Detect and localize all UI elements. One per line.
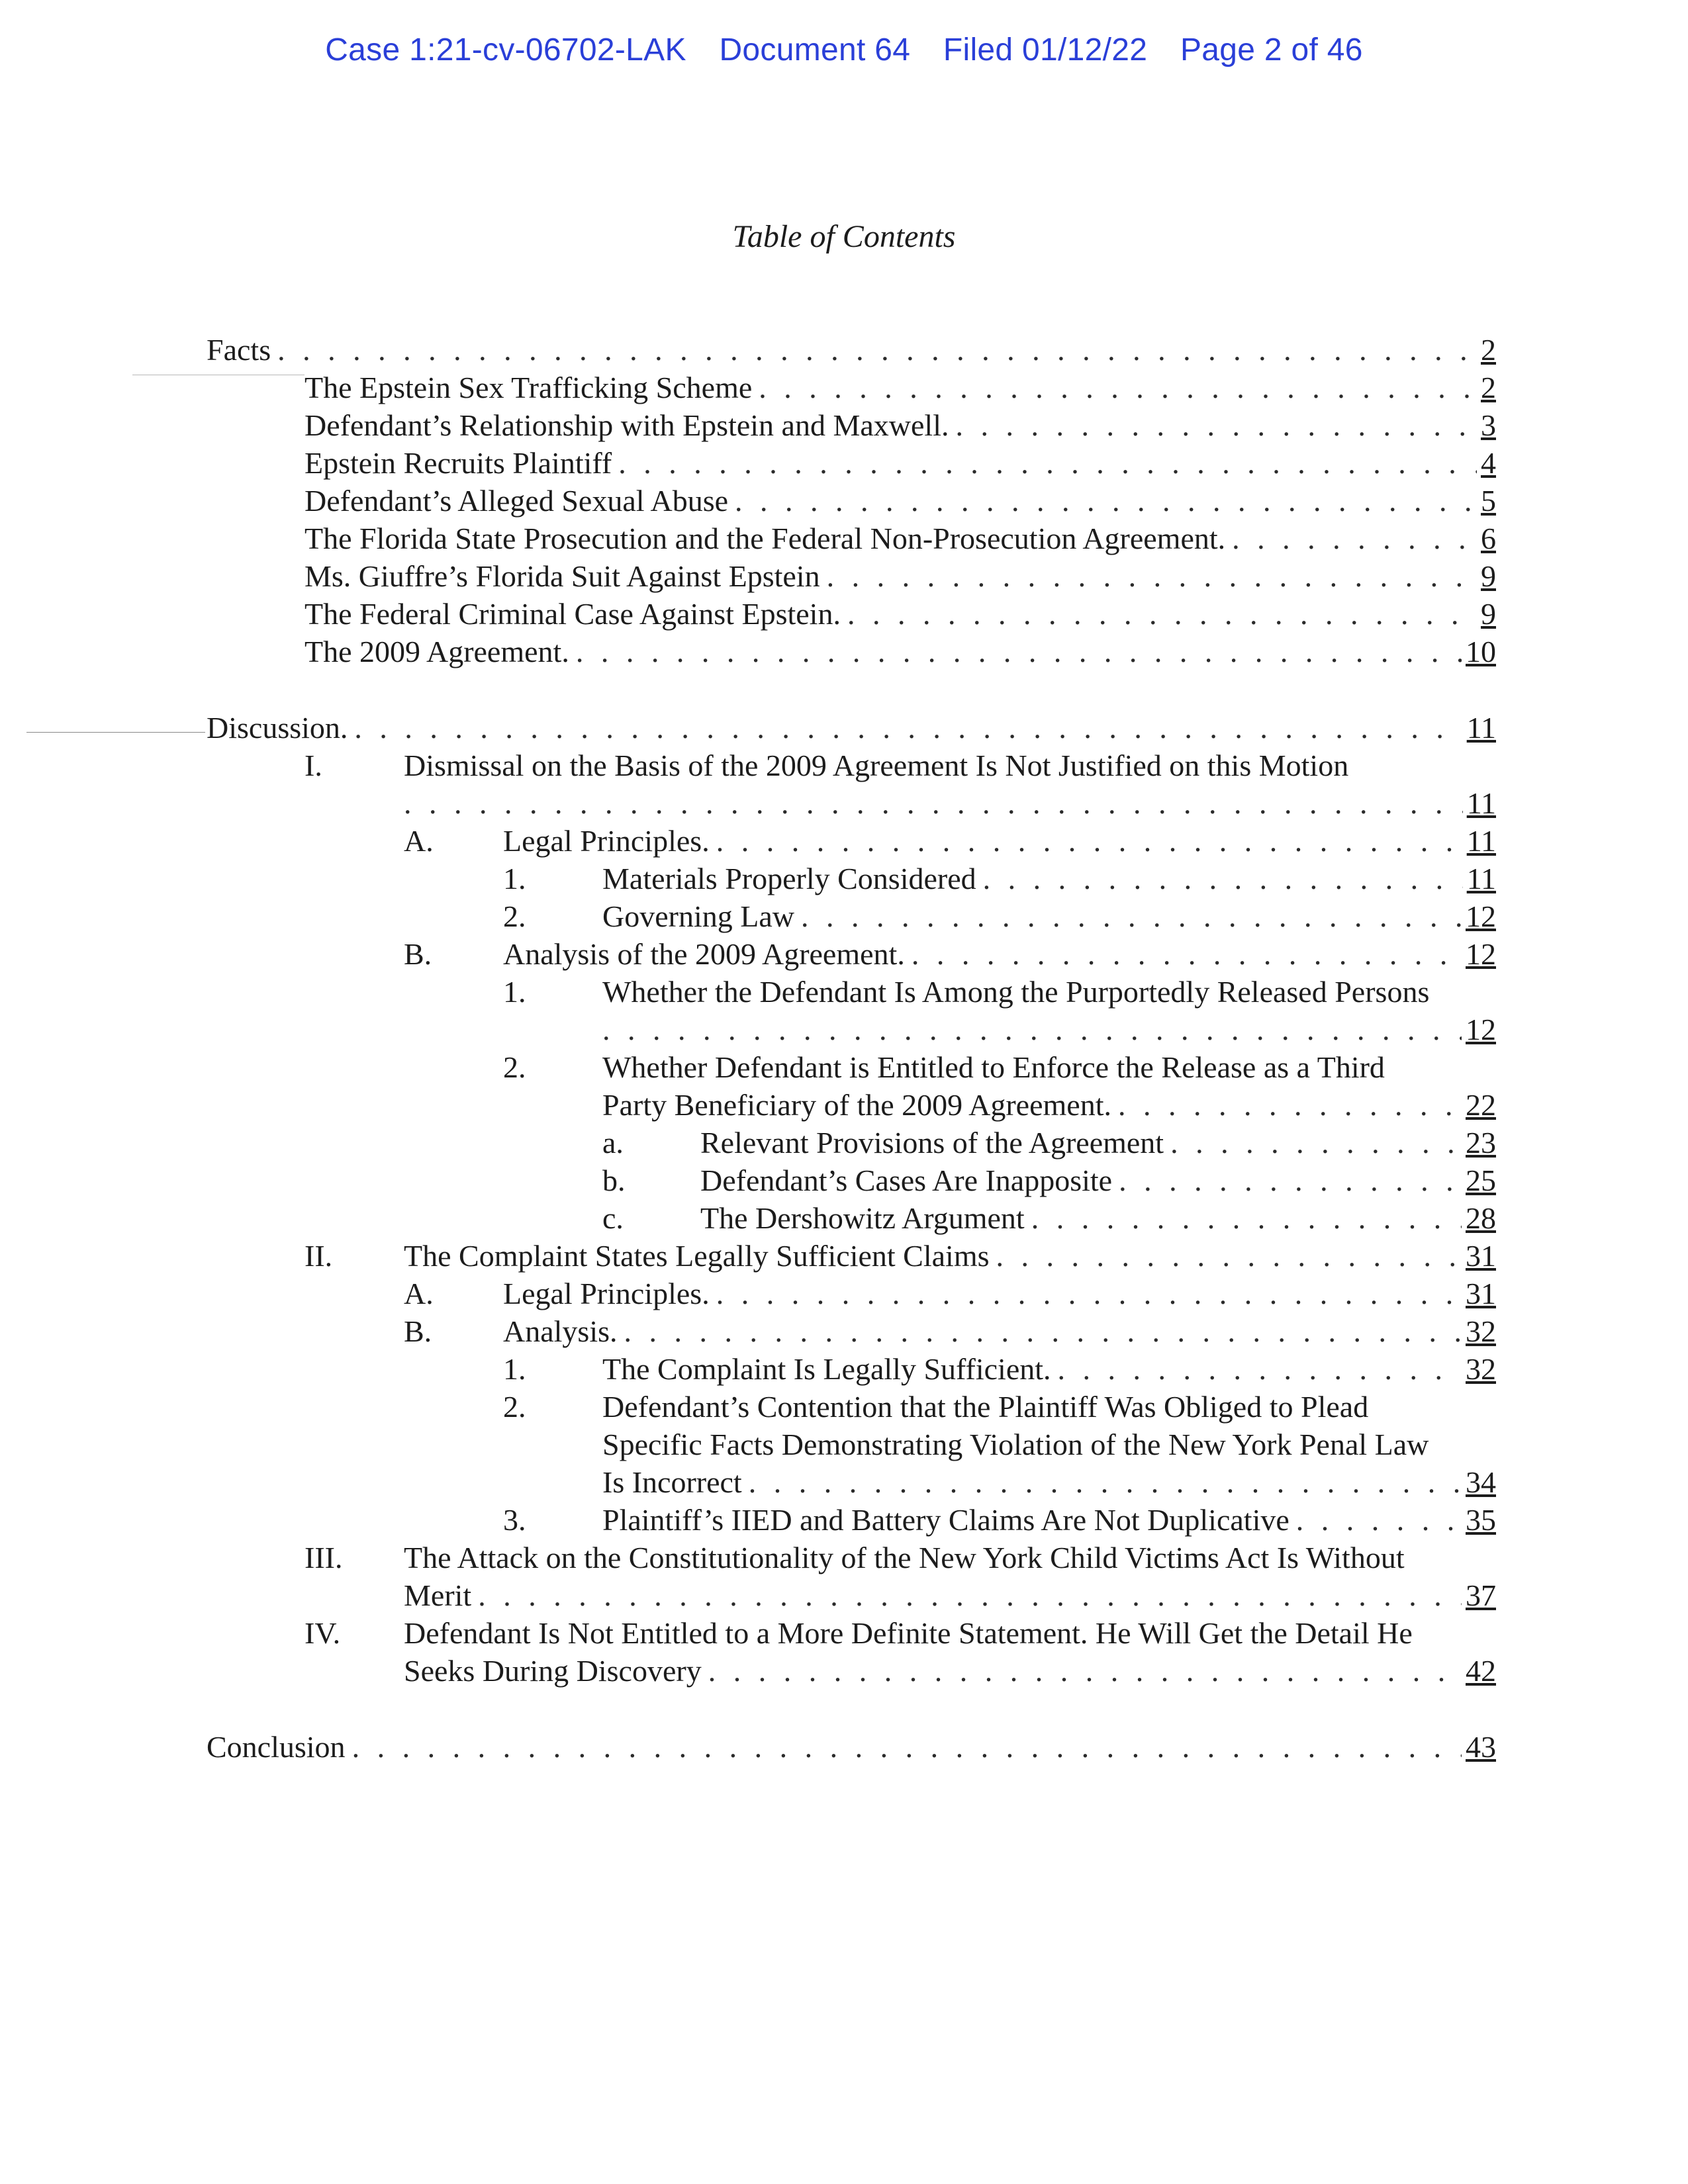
dot-leader bbox=[478, 1576, 1462, 1614]
page-number: 11 bbox=[1466, 711, 1496, 745]
justified-line: Specific Facts Demonstrating Violation of the New York Penal Law bbox=[602, 1428, 1429, 1461]
page-number: 43 bbox=[1466, 1730, 1496, 1764]
page-number: 2 bbox=[1481, 333, 1496, 367]
toc-entry-label: Defendant’s Alleged Sexual Abuse bbox=[305, 484, 729, 518]
page-number: 11 bbox=[1466, 824, 1496, 858]
page-number: 3 bbox=[1481, 408, 1496, 442]
toc-entry-label: Plaintiff’s IIED and Battery Claims Are Not Duplicative bbox=[602, 1503, 1289, 1537]
toc-entry bbox=[404, 1576, 1496, 1614]
dot-leader bbox=[576, 633, 1462, 670]
court-filing-header bbox=[0, 30, 1688, 70]
case-number: Case 1:21-cv-06702-LAK bbox=[325, 32, 686, 68]
toc-entry bbox=[404, 1652, 1496, 1690]
toc-entry-label: Conclusion bbox=[207, 1730, 346, 1764]
toc-entry-label: The Florida State Prosecution and the Federal Non-Prosecution Agreement. bbox=[305, 522, 1226, 555]
toc-entry-label: The Epstein Sex Trafficking Scheme bbox=[305, 371, 753, 404]
page-number: 31 bbox=[1466, 1277, 1496, 1310]
toc-entry-label-line bbox=[404, 1539, 1496, 1576]
toc-entry-label-line bbox=[404, 1614, 1496, 1652]
page-number: 28 bbox=[1466, 1201, 1496, 1235]
toc-entry-label: Legal Principles. bbox=[503, 1277, 710, 1310]
subsection-letter: A. bbox=[404, 824, 434, 858]
toc-entry bbox=[700, 1124, 1496, 1161]
page-number: 5 bbox=[1481, 484, 1496, 518]
toc-entry-label: Analysis. bbox=[503, 1314, 618, 1348]
page-number: 9 bbox=[1481, 597, 1496, 631]
toc-entry-label: Governing Law bbox=[602, 899, 794, 933]
toc-entry-label: Ms. Giuffre’s Florida Suit Against Epstein bbox=[305, 559, 820, 593]
toc-entry-label: The Dershowitz Argument bbox=[700, 1201, 1025, 1235]
dot-leader bbox=[996, 1237, 1462, 1275]
toc-entry bbox=[305, 595, 1496, 633]
page-number: 34 bbox=[1466, 1465, 1496, 1499]
toc-entry-label: Epstein Recruits Plaintiff bbox=[305, 446, 612, 480]
toc-entry bbox=[305, 633, 1496, 670]
toc-entry bbox=[700, 1199, 1496, 1237]
toc-entry bbox=[305, 444, 1496, 482]
toc-entry bbox=[305, 482, 1496, 520]
toc-entry bbox=[700, 1161, 1496, 1199]
dot-leader bbox=[716, 822, 1463, 860]
dot-leader bbox=[716, 1275, 1462, 1312]
dot-leader bbox=[277, 331, 1477, 369]
justified-line: The Attack on the Constitutionality of the New York Child Victims Act Is Without bbox=[404, 1541, 1405, 1574]
dot-leader bbox=[624, 1312, 1462, 1350]
filed-date: Filed 01/12/22 bbox=[943, 32, 1148, 68]
item-number: 1. bbox=[503, 862, 526, 895]
toc-entry-label: Whether the Defendant Is Among the Purportedly Released Persons bbox=[602, 975, 1430, 1009]
dot-leader bbox=[352, 1728, 1462, 1766]
toc-entry-label-line bbox=[602, 1426, 1496, 1463]
toc-entry-leader-line bbox=[602, 1011, 1496, 1048]
dot-leader bbox=[1232, 520, 1477, 557]
toc-entry-discussion bbox=[207, 709, 1496, 747]
item-number: 3. bbox=[503, 1503, 526, 1537]
toc-entry bbox=[602, 1350, 1496, 1388]
toc-entry-label: The 2009 Agreement. bbox=[305, 635, 569, 668]
toc-entry bbox=[305, 557, 1496, 595]
toc-entry-label: Dismissal on the Basis of the 2009 Agreement Is Not Justified on this Motion bbox=[404, 749, 1349, 782]
page-number: 42 bbox=[1466, 1654, 1496, 1688]
subsection-letter: B. bbox=[404, 937, 432, 971]
toc-title: Table of Contents bbox=[732, 219, 956, 254]
section-numeral: II. bbox=[305, 1239, 333, 1273]
dot-leader bbox=[759, 369, 1477, 406]
toc-entry bbox=[305, 406, 1496, 444]
toc-entry-label: Facts bbox=[207, 333, 271, 367]
toc-entry bbox=[503, 1312, 1496, 1350]
dot-leader bbox=[708, 1652, 1462, 1690]
section-numeral: IV. bbox=[305, 1616, 341, 1650]
toc-entry-conclusion bbox=[207, 1728, 1496, 1766]
toc-entry-label: Discussion. bbox=[207, 711, 348, 745]
dot-leader bbox=[602, 1011, 1462, 1048]
section-numeral: I. bbox=[305, 749, 322, 782]
page-number: 12 bbox=[1466, 899, 1496, 933]
toc-entry bbox=[602, 1086, 1496, 1124]
dot-leader bbox=[847, 595, 1477, 633]
page-number: 9 bbox=[1481, 559, 1496, 593]
toc-entry bbox=[602, 897, 1496, 935]
page-number: 23 bbox=[1466, 1126, 1496, 1160]
subsection-letter: B. bbox=[404, 1314, 432, 1348]
page-number: 32 bbox=[1466, 1314, 1496, 1348]
dot-leader bbox=[354, 709, 1462, 747]
page-number: 12 bbox=[1466, 937, 1496, 971]
toc-entry-facts bbox=[207, 331, 1496, 369]
toc-entry-label: Materials Properly Considered bbox=[602, 862, 976, 895]
page-number: 35 bbox=[1466, 1503, 1496, 1537]
toc-entry bbox=[602, 1463, 1496, 1501]
item-letter: a. bbox=[602, 1126, 624, 1160]
toc-entry-label: Seeks During Discovery bbox=[404, 1654, 702, 1688]
toc-entry-label: Analysis of the 2009 Agreement. bbox=[503, 937, 905, 971]
item-number: 2. bbox=[503, 899, 526, 933]
toc-entry bbox=[503, 1275, 1496, 1312]
document-number: Document 64 bbox=[719, 32, 911, 68]
page-number: 2 bbox=[1481, 371, 1496, 404]
dot-leader bbox=[1118, 1086, 1462, 1124]
dot-leader bbox=[1170, 1124, 1462, 1161]
toc-entry-leader-line bbox=[404, 784, 1496, 822]
page-number: 31 bbox=[1466, 1239, 1496, 1273]
page-number: 11 bbox=[1466, 786, 1496, 820]
page-number: 37 bbox=[1466, 1578, 1496, 1612]
page-number: 6 bbox=[1481, 522, 1496, 555]
subsection-letter: A. bbox=[404, 1277, 434, 1310]
toc-entry-label-line bbox=[602, 1048, 1496, 1086]
page-number: 22 bbox=[1466, 1088, 1496, 1122]
dot-leader bbox=[827, 557, 1477, 595]
page-number: 4 bbox=[1481, 446, 1496, 480]
item-number: 1. bbox=[503, 975, 526, 1009]
toc-entry-label: Is Incorrect bbox=[602, 1465, 742, 1499]
justified-line: Defendant Is Not Entitled to a More Definite Statement. He Will Get the Detail He bbox=[404, 1616, 1413, 1650]
dot-leader bbox=[618, 444, 1477, 482]
section-numeral: III. bbox=[305, 1541, 343, 1574]
item-number: 2. bbox=[503, 1390, 526, 1424]
toc-entry bbox=[503, 822, 1496, 860]
dot-leader bbox=[801, 897, 1462, 935]
dot-leader bbox=[912, 935, 1462, 973]
justified-line: Whether Defendant is Entitled to Enforce the Release as a Third bbox=[602, 1050, 1385, 1084]
toc-entry bbox=[602, 860, 1496, 897]
justified-line: Defendant’s Contention that the Plaintiff Was Obliged to Plead bbox=[602, 1390, 1369, 1424]
page-number: 25 bbox=[1466, 1163, 1496, 1197]
dot-leader bbox=[1119, 1161, 1462, 1199]
toc-entry-label: Party Beneficiary of the 2009 Agreement. bbox=[602, 1088, 1111, 1122]
page-indicator: Page 2 of 46 bbox=[1180, 32, 1363, 68]
dot-leader bbox=[983, 860, 1463, 897]
toc-entry-label: Legal Principles. bbox=[503, 824, 710, 858]
page-number: 12 bbox=[1466, 1013, 1496, 1046]
item-number: 1. bbox=[503, 1352, 526, 1386]
toc-entry-label: The Federal Criminal Case Against Epstein. bbox=[305, 597, 841, 631]
page-number: 10 bbox=[1466, 635, 1496, 668]
dot-leader bbox=[749, 1463, 1462, 1501]
toc-entry bbox=[602, 1501, 1496, 1539]
toc-entry bbox=[305, 520, 1496, 557]
toc-entry-label: The Complaint States Legally Sufficient Claims bbox=[404, 1239, 990, 1273]
toc-entry bbox=[503, 935, 1496, 973]
page-number: 32 bbox=[1466, 1352, 1496, 1386]
toc-entry-label: The Complaint Is Legally Sufficient. bbox=[602, 1352, 1051, 1386]
dot-leader bbox=[1296, 1501, 1462, 1539]
dot-leader bbox=[1058, 1350, 1462, 1388]
toc-entry-label: Relevant Provisions of the Agreement bbox=[700, 1126, 1164, 1160]
item-number: 2. bbox=[503, 1050, 526, 1084]
item-letter: b. bbox=[602, 1163, 626, 1197]
toc-entry bbox=[305, 369, 1496, 406]
item-letter: c. bbox=[602, 1201, 624, 1235]
toc-entry-label: Merit bbox=[404, 1578, 472, 1612]
scan-artifact bbox=[26, 732, 205, 733]
dot-leader bbox=[404, 784, 1463, 822]
toc-entry bbox=[404, 1237, 1496, 1275]
toc-entry-label-line bbox=[602, 1388, 1496, 1426]
toc-entry-label: Defendant’s Relationship with Epstein and Maxwell. bbox=[305, 408, 949, 442]
page-number: 11 bbox=[1466, 862, 1496, 895]
dot-leader bbox=[735, 482, 1477, 520]
dot-leader bbox=[955, 406, 1477, 444]
toc-entry-label: Defendant’s Cases Are Inapposite bbox=[700, 1163, 1113, 1197]
dot-leader bbox=[1031, 1199, 1462, 1237]
